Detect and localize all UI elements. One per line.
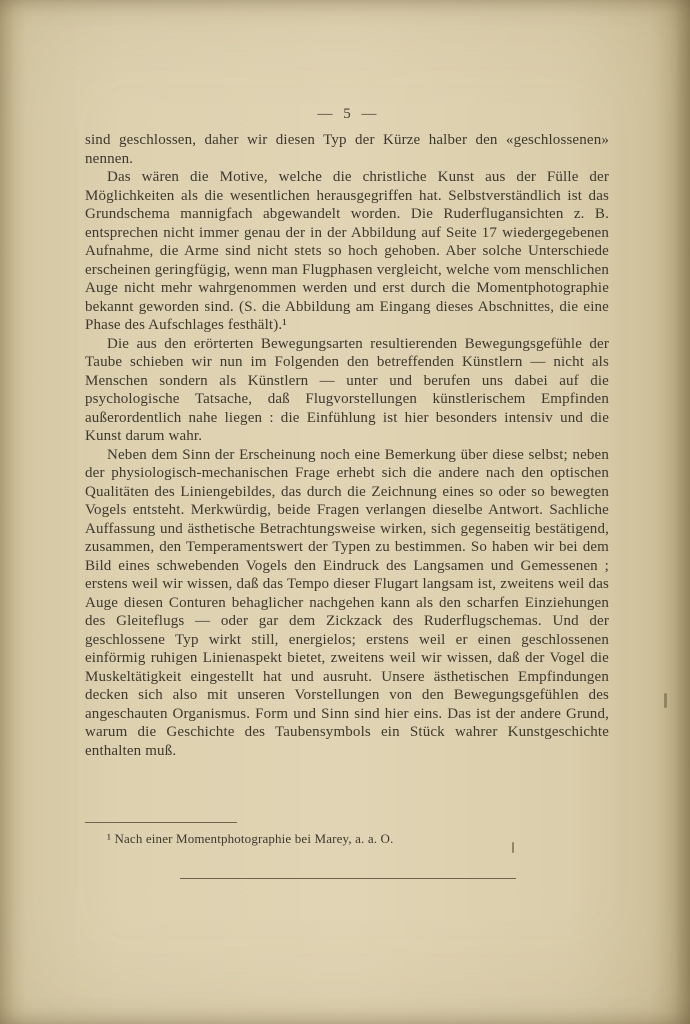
- footnote: ¹ Nach einer Momentphotographie bei Marey, a. a. O.: [107, 831, 394, 846]
- paragraph: Die aus den erörterten Bewegungsarten resultierenden Bewegungsgefühle der Taube schieben wir nun im Folgenden den betreffenden Künstlern — nicht als Menschen sondern als Künstlern — unter und berufen uns dabei auf die psychologische Tatsache, daß Flugvorstellungen künstlerischem Empfinden außerordentlich nahe liegen : die Einfühlung ist hier besonders intensiv und die Kunst darum wahr.: [85, 335, 609, 444]
- footnote-separator-rule: [85, 822, 237, 823]
- page-number: — 5 —: [317, 106, 377, 122]
- paragraph: Das wären die Motive, welche die christliche Kunst aus der Fülle der Möglichkeiten als die wesentlichen herausgegriffen hat. Selbstverständlich ist das Grundschema mannigfach abgewandelt worden. Die Ruderflugansichten z. B. entsprechen nicht immer genau der in der Abbildung auf Seite 17 wiedergegebenen Aufnahme, die Arme sind nicht stets so hoch gehoben. Aber solche Unterschiede erscheinen geringfügig, wenn man Flugphasen vergleicht, welche vom menschlichen Auge nicht mehr wahrgenommen werden und erst durch die Momentphotographie bekannt geworden sind. (S. die Abbildung am Eingang dieses Abschnittes, die eine Phase des Aufschlages festhält).¹: [85, 169, 609, 333]
- paragraph-continuation: sind geschlossen, daher wir diesen Typ der Kürze halber den «geschlossenen» nennen.: [85, 132, 609, 167]
- footnote-area: [85, 822, 609, 847]
- scan-artifact: [664, 693, 667, 708]
- text-block: [85, 131, 609, 760]
- paragraph: Neben dem Sinn der Erscheinung noch eine Bemerkung über diese selbst; neben der physiologisch-mechanischen Frage erhebt sich die andere nach den optischen Qualitäten des Liniengebildes, das durch die Zeichnung eines so oder so bewegten Vogels entsteht. Merkwürdig, beide Fragen verlangen dieselbe Antwort. Sachliche Auffassung und ästhetische Betrachtungsweise wirken, sich gegenseitig bestätigend, zusammen, den Temperamentswert der Typen zu bestimmen. So haben wir bei dem Bild eines schwebenden Vogels den Eindruck des Langsamen und Gemessenen ; erstens weil wir wissen, daß das Tempo dieser Flugart langsam ist, zweitens weil das Auge diesen Conturen behaglicher nachgehen kann als den scharfen Einziehungen des Gleiteflugs — oder gar dem Zickzack des Ruderflugschemas. Und der geschlossene Typ wirkt still, energielos; erstens weil er einen geschlossenen einförmig ruhigen Linienaspekt bietet, zweitens weil wir wissen, daß der Vogel die Muskeltätigkeit eingestellt hat und ausruht. Unsere ästhetischen Empfindungen decken sich also mit unseren Vorstellungen von den Bewegungsgefühlen des angeschauten Organismus. Form und Sinn sind hier eins. Das ist der andere Grund, warum die Geschichte des Taubensymbols ein Stück wahrer Kunstgeschichte enthalten muß.: [85, 446, 609, 759]
- section-end-rule: [180, 878, 516, 879]
- scan-artifact: [512, 842, 514, 853]
